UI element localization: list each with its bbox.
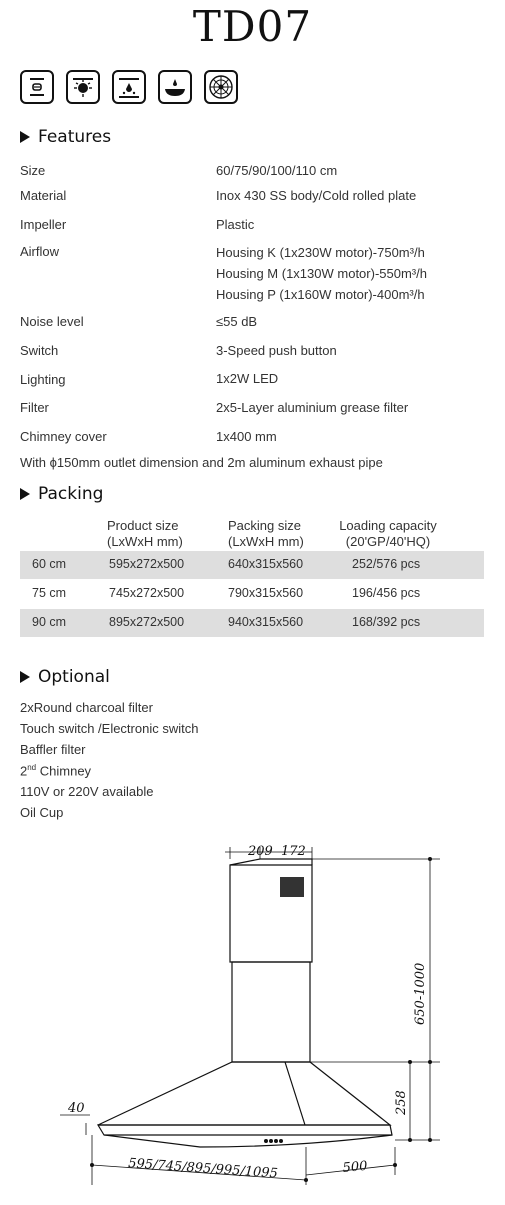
spec-label: Lighting (20, 372, 66, 387)
spec-value: ≤55 dB (216, 314, 258, 329)
dimension-drawing (0, 835, 505, 1205)
spec-value: 1x400 mm (216, 429, 277, 444)
bowl-drop-icon (158, 70, 192, 104)
dim-258: 258 (394, 1090, 409, 1115)
hood-base (98, 1125, 392, 1147)
packing-heading: Packing (20, 484, 103, 504)
dim-500: 500 (342, 1158, 369, 1176)
spec-label: Size (20, 163, 46, 178)
spec-label: Airflow (20, 244, 60, 259)
list-item: Baffler filter (20, 742, 86, 757)
oil-drip-icon (112, 70, 146, 104)
spec-label: Filter (20, 400, 49, 415)
spec-label: Impeller (20, 217, 67, 232)
optional-heading: Optional (20, 667, 110, 687)
triangle-bullet-icon (20, 671, 30, 683)
dim-width: 595/745/895/995/1095 (127, 1156, 279, 1182)
dim-height: 650-1000 (413, 962, 428, 1025)
control-buttons (264, 1139, 283, 1143)
spec-label: Noise level (20, 314, 84, 329)
lower-chimney (232, 962, 310, 1062)
spec-value: 3-Speed push button (216, 343, 337, 358)
table-row: 75 cm 745x272x500 790x315x560 196/456 pcs (32, 586, 421, 600)
column-header-product: Product size (LxWxH mm) (107, 518, 183, 549)
list-item: 2xRound charcoal filter (20, 700, 153, 715)
spec-value: Housing P (1x160W motor)-400m³/h (216, 287, 425, 302)
column-header-loading: Loading capacity (20'GP/40'HQ) (339, 518, 437, 549)
list-item: 110V or 220V available (20, 784, 154, 799)
list-item: Oil Cup (20, 805, 64, 820)
outlet-note: With ϕ150mm outlet dimension and 2m aluminum exhaust pipe (20, 455, 383, 470)
spec-label: Material (20, 188, 67, 203)
features-heading: Features (20, 127, 111, 147)
spec-value: 60/75/90/100/110 cm (216, 163, 338, 178)
triangle-bullet-icon (20, 488, 30, 500)
spec-value: Housing M (1x130W motor)-550m³/h (216, 266, 427, 281)
column-header-packing: Packing size (LxWxH mm) (228, 518, 304, 549)
light-bulb-icon (66, 70, 100, 104)
chimney-top (230, 859, 312, 865)
spec-label: Switch (20, 343, 59, 358)
list-item: Touch switch /Electronic switch (20, 721, 199, 736)
spec-value: 2x5-Layer aluminium grease filter (216, 400, 409, 415)
dim-209: 209 (248, 844, 273, 859)
spec-value: Inox 430 SS body/Cold rolled plate (216, 188, 417, 203)
fan-icon (204, 70, 238, 104)
list-item: 2nd Chimney (20, 763, 92, 779)
product-title: TD07 (192, 2, 313, 51)
table-row: 90 cm 895x272x500 940x315x560 168/392 pcs (20, 609, 484, 637)
filter-icon (20, 70, 54, 104)
spec-label: Chimney cover (20, 429, 107, 444)
spec-value: Housing K (1x230W motor)-750m³/h (216, 245, 425, 260)
dim-172: 172 (281, 844, 306, 859)
table-row: 60 cm 595x272x500 640x315x560 252/576 pcs (20, 551, 484, 579)
triangle-bullet-icon (20, 131, 30, 143)
dim-40: 40 (68, 1101, 85, 1116)
spec-value: 1x2W LED (216, 371, 279, 386)
canopy (98, 1062, 390, 1125)
spec-value: Plastic (216, 217, 255, 232)
vent-grille (280, 877, 304, 897)
